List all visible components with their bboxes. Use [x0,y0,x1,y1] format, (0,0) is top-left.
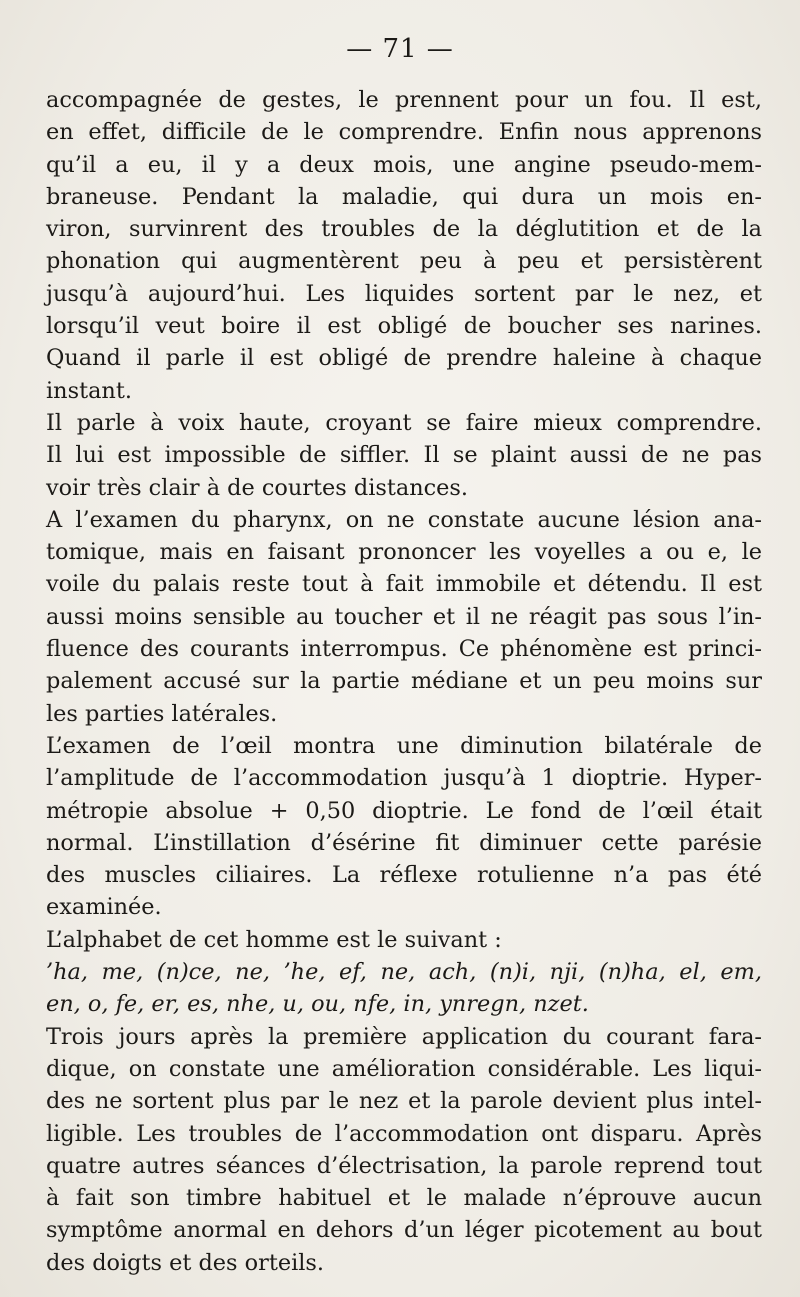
text-line: fluence des courants interrompus. Ce phénomène est princi- [46,636,762,663]
text-line: Trois jours après la première application du courant fara- [46,1023,762,1050]
alphabet-text [46,956,762,1021]
text-line: accompagnée de gestes, le prennent pour un fou. Il est, [46,87,762,113]
text-line: en, o, fe, er, es, nhe, u, ou, nfe, in, ynregn, nzet. [46,991,589,1018]
text-line: voir très clair à de courtes distances. [46,474,469,501]
text-line: phonation qui augmentèrent peu à peu et persistèrent [46,248,762,275]
paragraph [46,1021,762,1279]
text-line: A l’examen du pharynx, on ne constate aucune lésion ana- [46,506,762,533]
text-line: l’amplitude de l’accommodation jusqu’à 1 dioptrie. Hyper- [46,765,762,792]
text-line: qu’il a eu, il y a deux mois, une angine pseudo-mem- [46,151,762,178]
text-line: Il lui est impossible de siffler. Il se plaint aussi de ne pas [46,442,762,469]
text-line: normal. L’instillation d’ésérine fit diminuer cette parésie [46,829,762,856]
text-line: palement accusé sur la partie médiane et un peu moins sur [46,668,762,695]
text-line: instant. [46,377,132,404]
text-line: des doigts et des orteils. [46,1249,325,1276]
paragraph [46,730,762,924]
text-line: aussi moins sensible au toucher et il ne réagit pas sous l’in- [46,603,762,630]
text-line: des muscles ciliaires. La réflexe rotulienne n’a pas été [46,862,762,889]
text-line: voile du palais reste tout à fait immobile et détendu. Il est [46,571,762,598]
text-line: dique, on constate une amélioration considérable. Les liqui- [46,1055,762,1082]
text-line: ’ha, me, (n)ce, ne, ’he, ef, ne, ach, (n)i, nji, (n)ha, el, em, [46,959,762,986]
text-line: viron, survinrent des troubles de la déglutition et de la [46,216,762,243]
text-line: L’alphabet de cet homme est le suivant : [46,926,502,953]
paragraph [46,504,762,730]
page-number: — 71 — [346,34,454,64]
text-line: les parties latérales. [46,700,278,727]
text-line: examinée. [46,894,162,921]
text-line: jusqu’à aujourd’hui. Les liquides sortent par le nez, et [46,280,762,307]
body-text [46,84,762,1279]
text-line: symptôme anormal en dehors d’un léger picotement au bout [46,1217,762,1244]
text-line: en effet, difficile de le comprendre. Enfin nous apprenons [46,119,762,146]
text-line: lorsqu’il veut boire il est obligé de boucher ses narines. [46,313,762,340]
text-line: quatre autres séances d’électrisation, la parole reprend tout [46,1152,762,1179]
text-line: Il parle à voix haute, croyant se faire mieux comprendre. [46,409,762,436]
text-line: tomique, mais en faisant prononcer les voyelles a ou e, le [46,539,762,566]
paragraph [46,924,762,956]
text-line: à fait son timbre habituel et le malade n’éprouve aucun [46,1185,762,1212]
text-line: L’examen de l’œil montra une diminution bilatérale de [46,732,762,759]
text-line: métropie absolue + 0,50 dioptrie. Le fond de l’œil était [46,797,762,824]
text-line: braneuse. Pendant la maladie, qui dura un mois en- [46,183,762,210]
text-line: des ne sortent plus par le nez et la parole devient plus intel- [46,1088,762,1115]
text-line: Quand il parle il est obligé de prendre haleine à chaque [46,345,762,372]
paragraph [46,84,762,407]
text-line: ligible. Les troubles de l’accommodation ont disparu. Après [46,1120,762,1147]
paragraph [46,407,762,504]
